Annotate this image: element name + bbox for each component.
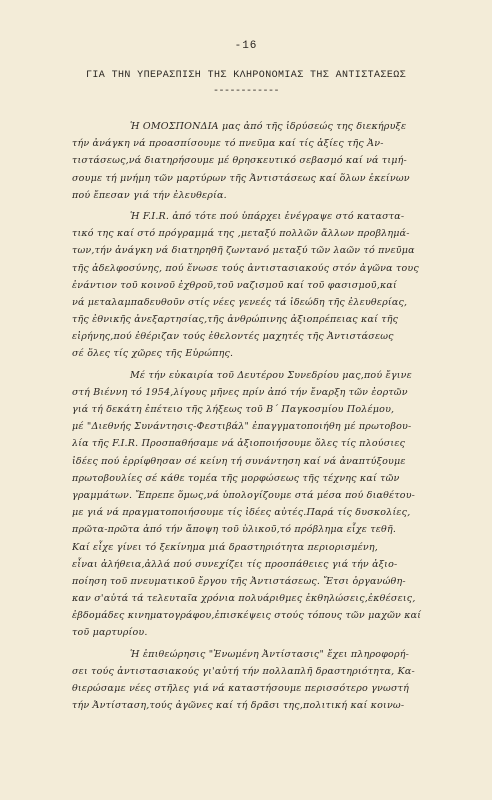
text-line: Ἡ F.I.R. ἀπό τότε πού ὑπάρχει ἐνέγραψε στό καταστα- [130, 210, 405, 222]
text-line: ἐβδομάδες κινηματογράφου,ἐπισκέψεις στούς τόπους τῶν μαχῶν καί [72, 610, 422, 622]
text-line: τήν Ἀντίσταση,τούς ἀγῶνες καί τή δρᾶσι της,πολιτική καί κοινω- [72, 700, 405, 712]
page-number: -16 [234, 40, 258, 52]
text-line: Καί εἶχε γίνει τό ξεκίνημα μιά δραστηριότητα περιορισμένη, [72, 541, 379, 553]
text-line: θιερώσαμε νέες στῆλες γιά νά καταστήσουμε περισσότερο γνωστή [72, 683, 409, 694]
text-line: σουμε τή μνήμη τῶν μαρτύρων τῆς Ἀντιστάσεως καί ὅλων ἐκείνων [72, 172, 410, 184]
text-line: Ἡ ΟΜΟΣΠΟΝΔΙΑ μας ἀπό τῆς ἱδρύσεώς της διεκήρυξε [130, 121, 407, 132]
paragraph [72, 367, 472, 642]
text-line: τοῦ μαρτυρίου. [72, 627, 148, 639]
paragraph [72, 208, 472, 363]
title-underline: ------------ [212, 86, 279, 97]
text-line: Μέ τήν εὐκαιρία τοῦ Δευτέρου Συνεδρίου μας,πού ἔγινε [130, 369, 412, 381]
text-line: γιά τή δεκάτη ἐπέτειο τῆς λήξεως τοῦ Β΄ Παγκοσμίου Πολέμου, [72, 404, 395, 415]
text-line: τικό της καί στό πρόγραμμά της ,μεταξύ πολλῶν ἄλλων προβλημά- [72, 228, 410, 240]
text-line: τῆς ἐθνικῆς ἀνεξαρτησίας,τῆς ἀνθρώπινης ἀξιοπρέπειας καί τῆς [72, 314, 399, 326]
text-line: μέ "Διεθνής Συνάντησις-Φεστιβάλ" ἐπαγγματοποιήθη μέ πρωτοβου- [72, 421, 412, 433]
text-line: τιστάσεως,νά διατηρήσουμε μέ θρησκευτικό σεβασμό καί νά τιμή- [72, 155, 407, 167]
text-line: εἰρήνης,πού ἐθέριζαν τούς ἐθελοντές μαχητές τῆς Ἀντιστάσεως [72, 331, 394, 343]
text-line: στή Βιέννη τό 1954,λίγους μῆνες πρίν ἀπό τήν ἔναρξη τῶν ἑορτῶν [72, 386, 408, 398]
text-line: τῆς ἀδελφοσύνης, πού ἕνωσε τούς ἀντιστασιακούς στόν ἀγῶνα τους [72, 262, 419, 274]
text-line: σέ ὅλες τίς χῶρες τῆς Εὐρώπης. [72, 348, 234, 360]
document-body [72, 118, 472, 714]
text-line: τήν ἀνάγκη νά προασπίσουμε τό πνεῦμα καί τίς ἀξίες τῆς Ἀν- [72, 138, 384, 150]
text-line: Ἡ ἐπιθεώρησις "Ἑνωμένη Ἀντίστασις" ἔχει πληροφορή- [130, 648, 410, 660]
text-line: εἶναι ἀλήθεια,ἀλλά πού συνεχίζει τίς προσπάθειες γιά τήν ἀξιο- [72, 558, 398, 570]
text-line: ἰδέες πού ἐρρίφθησαν σέ κείνη τή συνάντηση καί νά ἀναπτύξουμε [72, 455, 406, 467]
text-line: λία τῆς F.I.R. Προσπαθήσαμε νά ἀξιοποιήσουμε ὅλες τίς πλούσιες [72, 438, 406, 450]
text-line: πού ἔπεσαν γιά τήν ἐλευθερία. [72, 189, 227, 201]
text-line: ποίηση τοῦ πνευματικοῦ ἔργου τῆς Ἀντιστάσεως. Ἔτσι ὀργανώθη- [72, 575, 406, 587]
text-line: των,τήν ἀνάγκη νά διατηρηθῆ ζωντανό μεταξύ τῶν λαῶν τό πνεῦμα [72, 245, 415, 257]
text-line: γραμμάτων. Ἔπρεπε ὅμως,νά ὑπολογίζουμε στά μέσα πού διαθέτου- [72, 489, 416, 501]
document-title: ΓΙΑ ΤΗΝ ΥΠΕΡΑΣΠΙΣΗ ΤΗΣ ΚΛΗΡΟΝΟΜΙΑΣ ΤΗΣ ΑΝΤΙΣΤΑΣΕΩΣ [85, 70, 407, 81]
text-line: με γιά νά πραγματοποιήσουμε τίς ἰδέες αὐτές.Παρά τίς δυσκολίες, [72, 507, 411, 519]
text-line: καν σ'αὐτά τά τελευταῖα χρόνια πολυάριθμες ἐκθηλώσεις,ἐκθέσεις, [72, 593, 416, 605]
text-line: νά μεταλαμπαδευθοῦν στίς νέες γενεές τά ἰδεώδη τῆς ἐλευθερίας, [72, 296, 408, 308]
text-line: πρῶτα-πρῶτα ἀπό τήν ἄποψη τοῦ ὑλικοῦ,τό πρόβλημα εἶχε τεθῆ. [72, 524, 397, 536]
text-line: πρωτοβουλίες σέ κάθε τομέα τῆς μορφώσεως τῆς τέχνης καί τῶν [72, 472, 400, 484]
paragraph [72, 118, 472, 204]
paragraph [72, 646, 472, 715]
text-line: ἐνάντιον τοῦ κοινοῦ ἐχθροῦ,τοῦ ναζισμοῦ καί τοῦ φασισμοῦ,καί [72, 279, 397, 291]
text-line: σει τούς ἀντιστασιακούς γι'αὐτή τήν πολλαπλῆ δραστηριότητα, Κα- [72, 665, 415, 677]
